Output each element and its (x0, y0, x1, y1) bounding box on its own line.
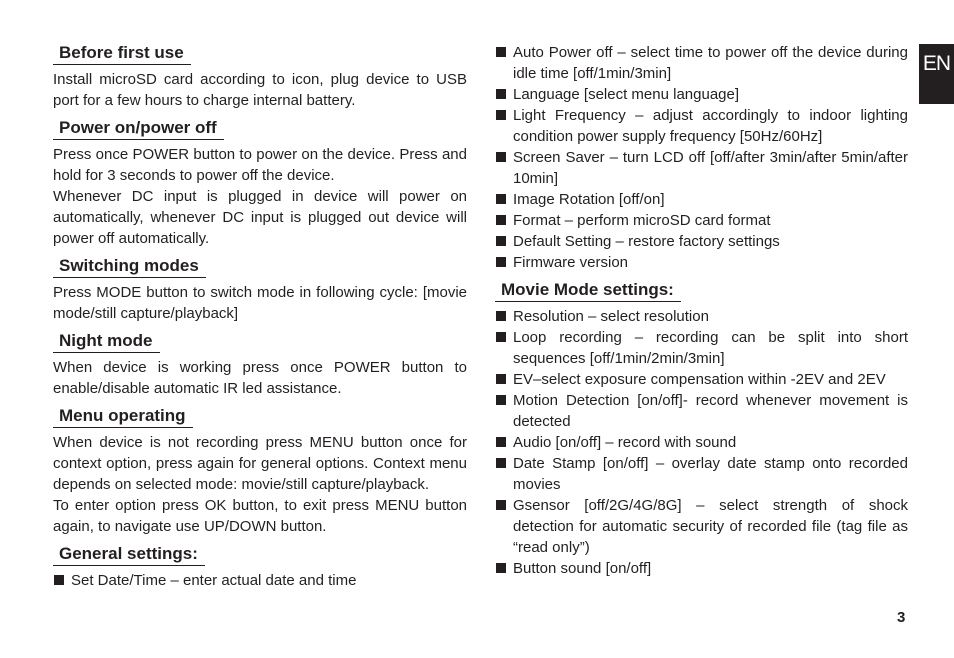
list-item: Button sound [on/off] (495, 558, 908, 579)
list-item: Light Frequency – adjust accordingly to indoor lighting condition power supply frequency [50Hz/60Hz] (495, 105, 908, 147)
section-title-before-first-use: Before first use (53, 42, 191, 65)
general-settings-list-continued (495, 42, 908, 273)
list-item: Audio [on/off] – record with sound (495, 432, 908, 453)
bullet-square-icon (496, 311, 506, 321)
menu-operating-text-1: When device is not recording press MENU button once for context option, press again for general options. Context menu depends on selected mode: movie/still capture/playback. (53, 434, 467, 493)
section-title-power: Power on/power off (53, 117, 224, 140)
right-column (495, 42, 908, 579)
bullet-square-icon (496, 194, 506, 204)
section-title-movie-mode-settings: Movie Mode settings: (495, 279, 681, 302)
section-title-night-mode: Night mode (53, 330, 160, 353)
power-text-2: Whenever DC input is plugged in device will power on automatically, whenever DC input is plugged out device will power off automatically. (53, 188, 467, 247)
movie-mode-settings-list (495, 306, 908, 579)
section-title-general-settings: General settings: (53, 543, 205, 566)
menu-operating-text-2: To enter option press OK button, to exit press MENU button again, to navigate use UP/DOWN button. (53, 497, 467, 535)
list-item: Date Stamp [on/off] – overlay date stamp onto recorded movies (495, 453, 908, 495)
bullet-square-icon (496, 332, 506, 342)
list-item: Firmware version (495, 252, 908, 273)
section-title-switching-modes: Switching modes (53, 255, 206, 278)
list-item: EV–select exposure compensation within -2EV and 2EV (495, 369, 908, 390)
bullet-square-icon (54, 575, 64, 585)
bullet-square-icon (496, 395, 506, 405)
list-item: Loop recording – recording can be split into short sequences [off/1min/2min/3min] (495, 327, 908, 369)
list-item: Resolution – select resolution (495, 306, 908, 327)
bullet-square-icon (496, 437, 506, 447)
bullet-square-icon (496, 89, 506, 99)
language-tab: EN (919, 44, 954, 104)
list-item: Default Setting – restore factory settings (495, 231, 908, 252)
list-item: Language [select menu language] (495, 84, 908, 105)
bullet-square-icon (496, 257, 506, 267)
list-item: Gsensor [off/2G/4G/8G] – select strength of shock detection for automatic security of recorded file (tag file as “read only”) (495, 495, 908, 558)
list-item: Motion Detection [on/off]- record whenever movement is detected (495, 390, 908, 432)
bullet-square-icon (496, 374, 506, 384)
switching-modes-text: Press MODE button to switch mode in following cycle: [movie mode/still capture/playback] (53, 284, 467, 322)
bullet-square-icon (496, 152, 506, 162)
list-item: Screen Saver – turn LCD off [off/after 3min/after 5min/after 10min] (495, 147, 908, 189)
bullet-square-icon (496, 47, 506, 57)
left-column (53, 42, 467, 591)
page-number: 3 (897, 609, 906, 626)
list-item: Auto Power off – select time to power off the device during idle time [off/1min/3min] (495, 42, 908, 84)
section-title-menu-operating: Menu operating (53, 405, 193, 428)
night-mode-text: When device is working press once POWER button to enable/disable automatic IR led assistance. (53, 359, 467, 397)
list-item: Set Date/Time – enter actual date and time (53, 570, 467, 591)
list-item: Format – perform microSD card format (495, 210, 908, 231)
bullet-square-icon (496, 458, 506, 468)
bullet-square-icon (496, 110, 506, 120)
bullet-square-icon (496, 215, 506, 225)
bullet-square-icon (496, 500, 506, 510)
bullet-square-icon (496, 236, 506, 246)
power-text-1: Press once POWER button to power on the device. Press and hold for 3 seconds to power off the device. (53, 146, 467, 184)
before-first-use-text: Install microSD card according to icon, plug device to USB port for a few hours to charge internal battery. (53, 71, 467, 109)
general-settings-list-start (53, 570, 467, 591)
list-item: Image Rotation [off/on] (495, 189, 908, 210)
bullet-square-icon (496, 563, 506, 573)
